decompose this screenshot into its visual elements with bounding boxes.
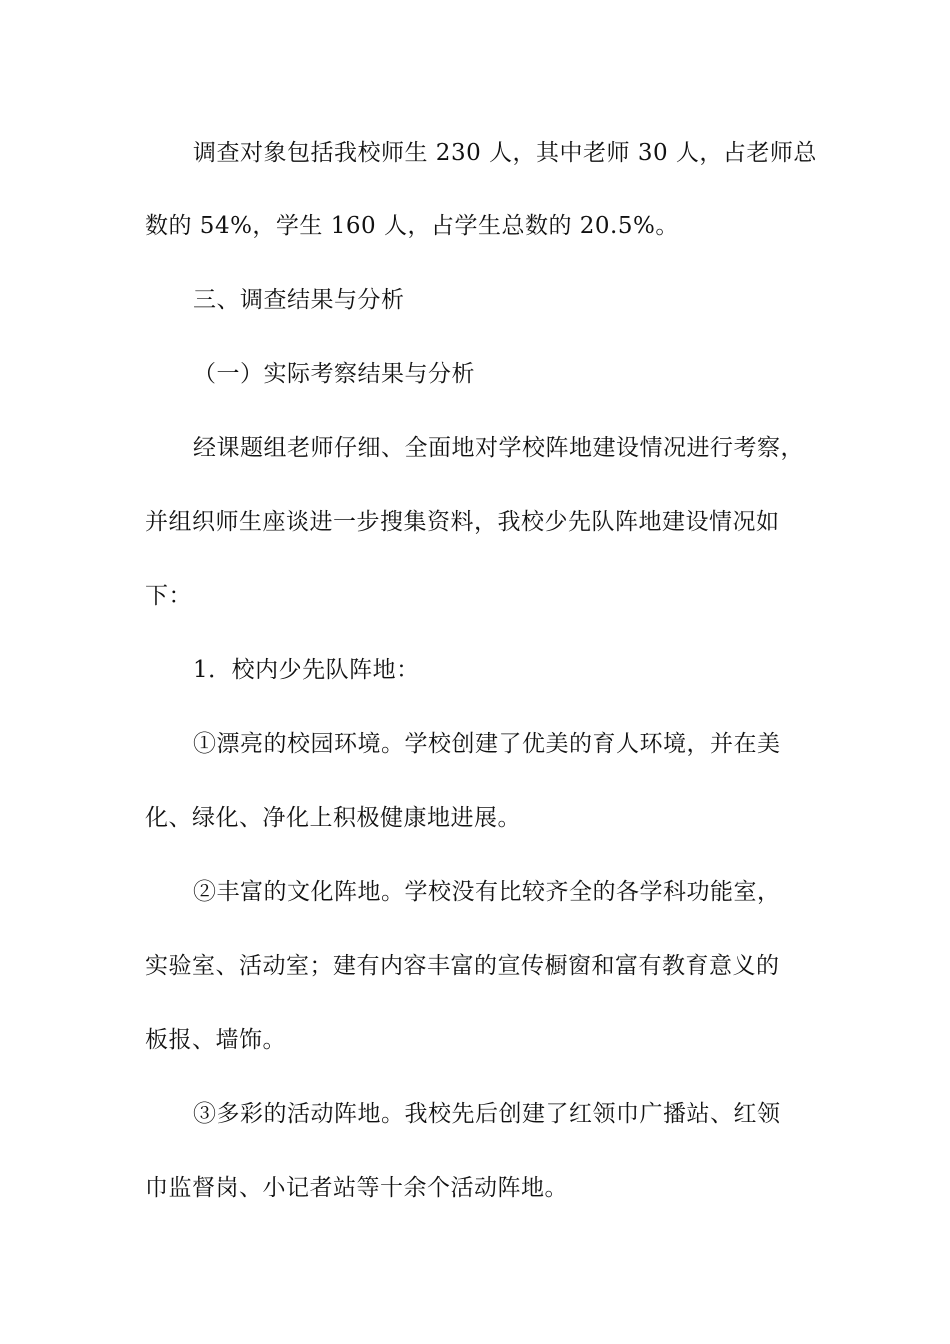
paragraph-observation-line-2: 并组织师生座谈进一步搜集资料，我校少先队阵地建设情况如 [145,509,780,535]
item-1-line-1: ①漂亮的校园环境。学校创建了优美的育人环境，并在美 [193,731,781,757]
paragraph-survey-subjects-line-2: 数的 54%，学生 160 人，占学生总数的 20.5%。 [145,213,679,239]
paragraph-observation-line-1: 经课题组老师仔细、全面地对学校阵地建设情况进行考察， [193,435,804,461]
item-2-line-3: 板报、墙饰。 [145,1027,286,1053]
paragraph-survey-subjects-line-1: 调查对象包括我校师生 230 人，其中老师 30 人，占老师总 [193,140,817,166]
section-heading-results: 三、调查结果与分析 [193,287,405,313]
list-heading-campus-positions: 1．校内少先队阵地： [193,657,420,683]
paragraph-observation-line-3: 下： [145,583,192,609]
subsection-heading-observation: （一）实际考察结果与分析 [193,361,475,387]
item-3-line-1: ③多彩的活动阵地。我校先后创建了红领巾广播站、红领 [193,1101,781,1127]
item-2-line-1: ②丰富的文化阵地。学校没有比较齐全的各学科功能室， [193,879,781,905]
item-2-line-2: 实验室、活动室；建有内容丰富的宣传橱窗和富有教育意义的 [145,953,780,979]
item-1-line-2: 化、绿化、净化上积极健康地进展。 [145,805,521,831]
item-3-line-2: 巾监督岗、小记者站等十余个活动阵地。 [145,1175,568,1201]
